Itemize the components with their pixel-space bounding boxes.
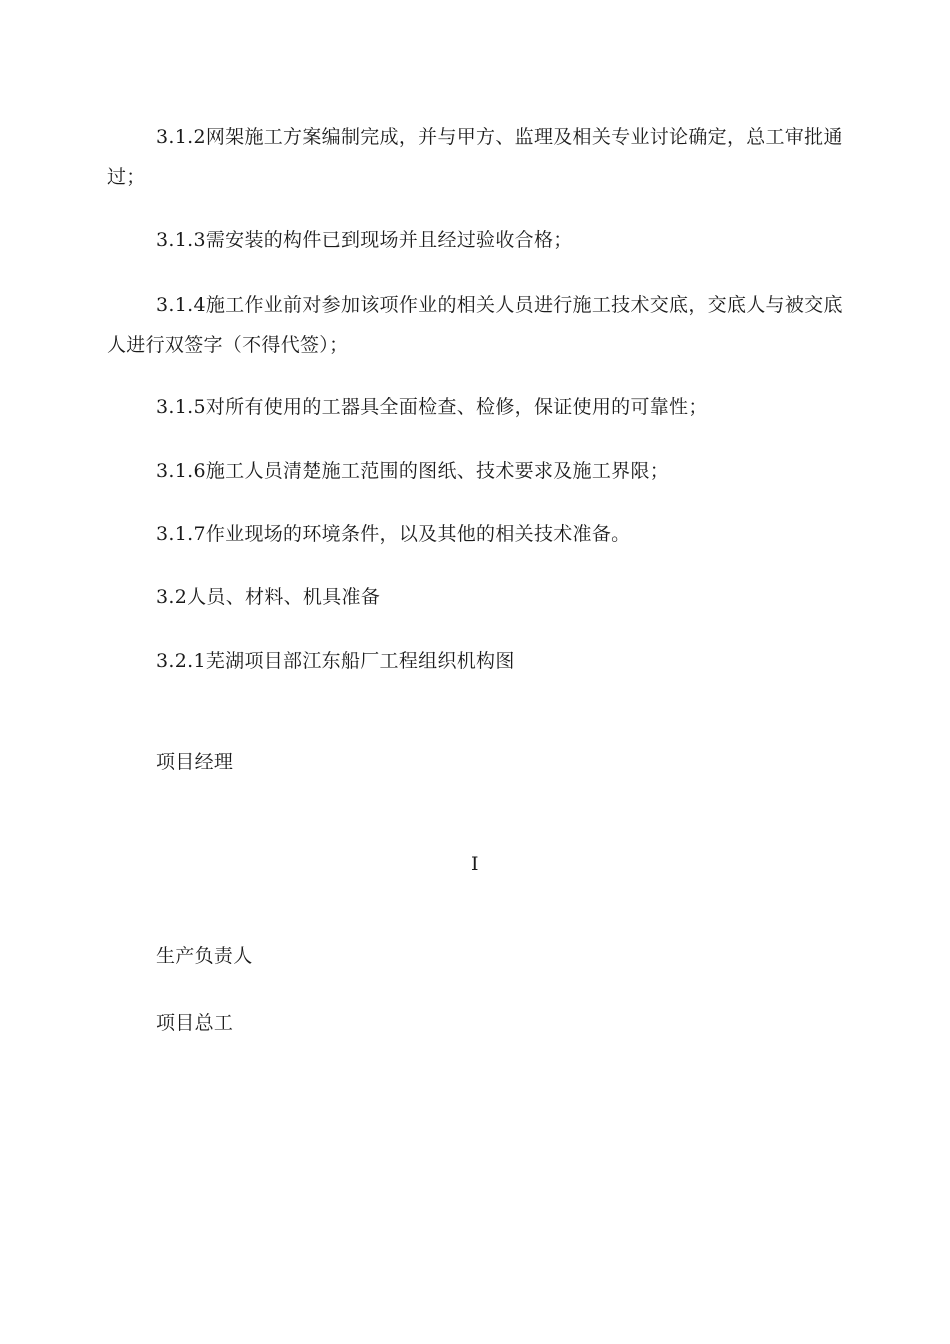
paragraph-3-1-2: 3.1.2网架施工方案编制完成，并与甲方、监理及相关专业讨论确定，总工审批通过； bbox=[107, 126, 843, 188]
paragraph-3-1-5: 3.1.5对所有使用的工器具全面检查、检修，保证使用的可靠性； bbox=[156, 396, 708, 418]
org-chart-project-manager: 项目经理 bbox=[156, 751, 234, 773]
paragraph-3-1-6: 3.1.6施工人员清楚施工范围的图纸、技术要求及施工界限； bbox=[156, 460, 670, 482]
org-chart-chief-engineer: 项目总工 bbox=[156, 1012, 234, 1034]
org-chart-caption: 3.2.1芜湖项目部江东船厂工程组织机构图 bbox=[156, 650, 515, 672]
paragraph-3-1-7: 3.1.7作业现场的环境条件，以及其他的相关技术准备。 bbox=[156, 523, 631, 545]
org-chart-connector: I bbox=[471, 853, 479, 875]
org-chart-production-lead: 生产负责人 bbox=[156, 945, 253, 967]
section-heading-3-2: 3.2人员、材料、机具准备 bbox=[156, 586, 381, 608]
paragraph-3-1-3: 3.1.3需安装的构件已到现场并且经过验收合格； bbox=[156, 229, 573, 251]
paragraph-3-1-4: 3.1.4施工作业前对参加该项作业的相关人员进行施工技术交底，交底人与被交底人进行双签字（不得代签）； bbox=[107, 294, 843, 356]
